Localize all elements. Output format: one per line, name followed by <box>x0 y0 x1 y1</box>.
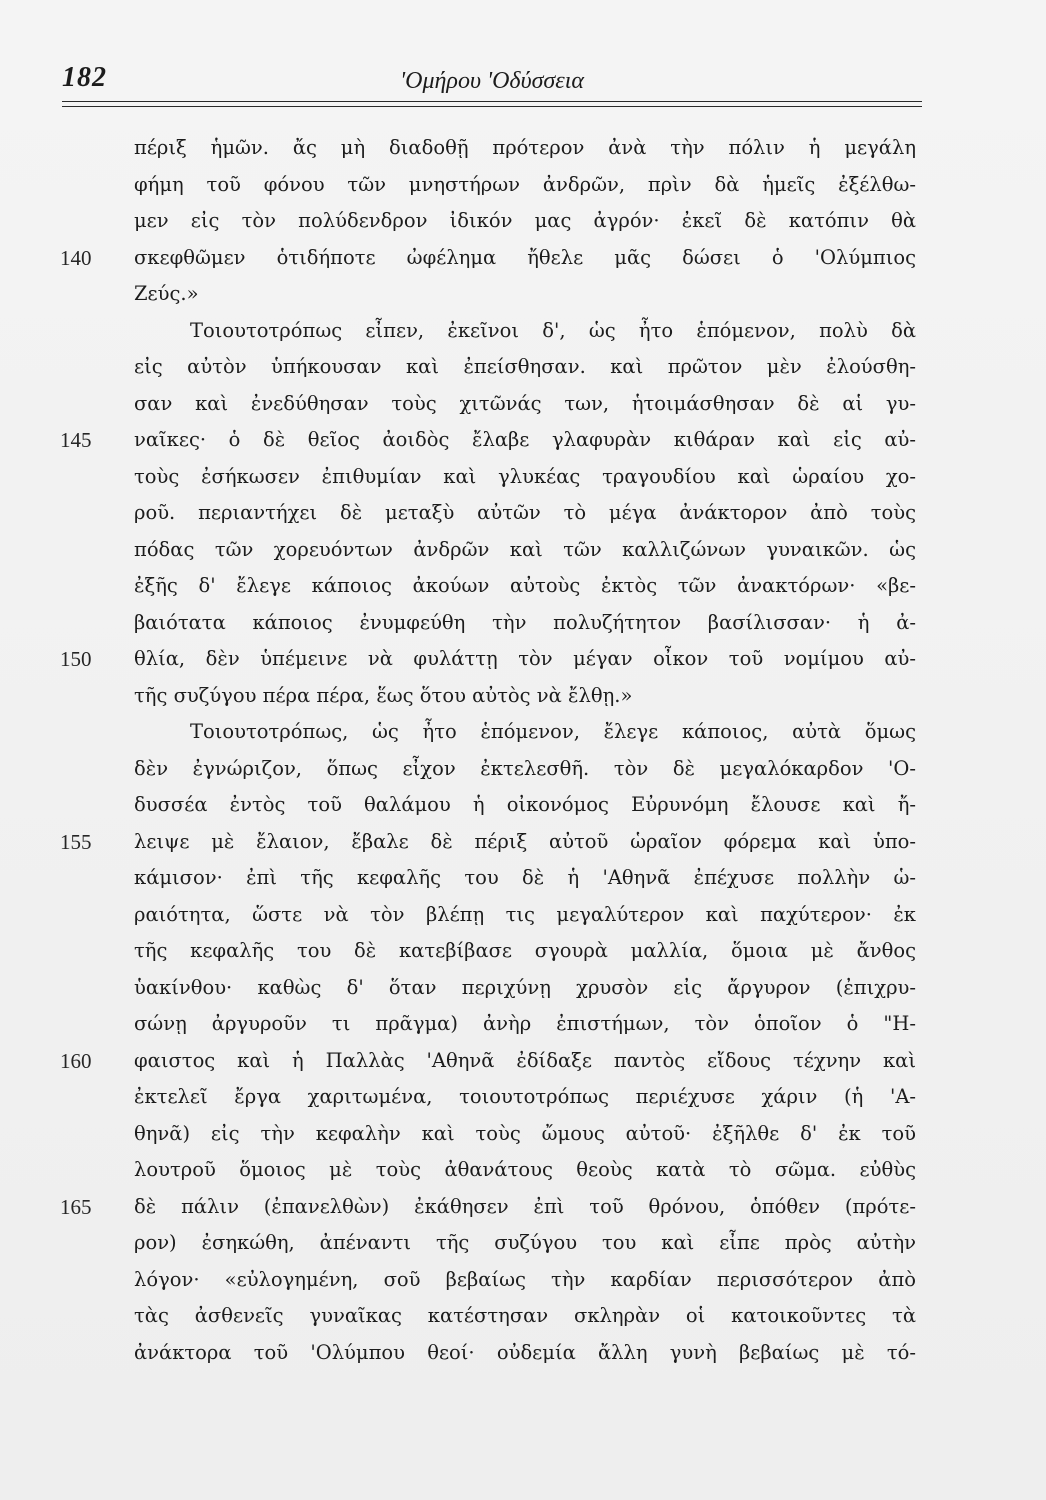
line-text: βαιότατα κάποιος ἐνυμφεύθη τὴν πολυζήτητον βασίλισσαν· ἡ ἀ- <box>134 610 916 634</box>
line-text: δὲ πάλιν (ἐπανελθὼν) ἐκάθησεν ἐπὶ τοῦ θρόνου, ὁπόθεν (πρότε- <box>134 1194 916 1218</box>
text-line <box>60 349 930 386</box>
text-line <box>60 1152 930 1189</box>
line-text: ραιότητα, ὥστε νὰ τὸν βλέπῃ τις μεγαλύτερον καὶ παχύτερον· ἐκ <box>134 902 916 926</box>
line-text: πόδας τῶν χορευόντων ἀνδρῶν καὶ τῶν καλλιζώνων γυναικῶν. ὡς <box>134 537 916 561</box>
line-text: φήμη τοῦ φόνου τῶν μνηστήρων ἀνδρῶν, πρὶν δὰ ἡμεῖς ἐξέλθω- <box>134 172 916 196</box>
line-text: Τοιουτοτρόπως εἶπεν, ἐκεῖνοι δ', ὡς ἦτο ἑπόμενον, πολὺ δὰ <box>190 318 916 342</box>
text-line <box>60 313 930 350</box>
line-text: εἰς αὐτὸν ὑπήκουσαν καὶ ἐπείσθησαν. καὶ πρῶτον μὲν ἐλούσθη- <box>134 355 916 378</box>
line-text: ἐκτελεῖ ἔργα χαριτωμένα, τοιουτοτρόπως περιέχυσε χάριν (ἡ 'Α- <box>134 1085 916 1108</box>
text-line <box>60 1006 930 1043</box>
text-line <box>60 422 930 459</box>
line-text: τὰς ἀσθενεῖς γυναῖκας κατέστησαν σκληρὰν οἱ κατοικοῦντες τὰ <box>134 1304 916 1327</box>
text-line <box>60 1335 930 1372</box>
verse-number: 145 <box>60 428 92 452</box>
line-text: μεν εἰς τὸν πολύδενδρον ἰδικόν μας ἀγρόν· ἐκεῖ δὲ κατόπιν θὰ <box>134 209 916 232</box>
text-line <box>60 970 930 1007</box>
text-line <box>60 678 930 715</box>
line-text: δὲν ἐγνώριζον, ὅπως εἶχον ἐκτελεσθῆ. τὸν δὲ μεγαλόκαρδον 'Ο- <box>134 756 916 780</box>
text-line <box>60 1189 930 1226</box>
text-line <box>60 386 930 423</box>
text-line <box>60 751 930 788</box>
line-text: λειψε μὲ ἔλαιον, ἔβαλε δὲ πέριξ αὐτοῦ ὡραῖον φόρεμα καὶ ὑπο- <box>134 829 916 853</box>
line-text: ὑακίνθου· καθὼς δ' ὅταν περιχύνῃ χρυσὸν εἰς ἄργυρον (ἐπιχρυ- <box>134 975 916 999</box>
line-text: φαιστος καὶ ἡ Παλλὰς 'Αθηνᾶ ἐδίδαξε παντὸς εἴδους τέχνην καὶ <box>134 1048 916 1072</box>
text-line <box>60 933 930 970</box>
text-line <box>60 1262 930 1299</box>
text-line <box>60 532 930 569</box>
line-text: πέριξ ἡμῶν. ἄς μὴ διαδοθῇ πρότερον ἀνὰ τὴν πόλιν ἡ μεγάλη <box>134 136 916 159</box>
running-title: 'Ομήρου 'Οδύσσεια <box>400 68 584 94</box>
line-text: θηνᾶ) εἰς τὴν κεφαλὴν καὶ τοὺς ὤμους αὐτοῦ· ἐξῆλθε δ' ἐκ τοῦ <box>134 1121 916 1145</box>
line-text: σαν καὶ ἐνεδύθησαν τοὺς χιτῶνάς των, ἡτοιμάσθησαν δὲ αἱ γυ- <box>134 391 916 415</box>
header-rule <box>62 101 922 102</box>
line-text: τῆς συζύγου πέρα πέρα, ἕως ὅτου αὐτὸς νὰ ἔλθῃ.» <box>134 683 633 707</box>
line-text: Ζεύς.» <box>134 282 199 305</box>
text-line <box>60 130 930 167</box>
line-text: δυσσέα ἐντὸς τοῦ θαλάμου ἡ οἰκονόμος Εὐρυνόμη ἔλουσε καὶ ἤ- <box>134 793 916 816</box>
line-text: τῆς κεφαλῆς του δὲ κατεβίβασε σγουρὰ μαλλία, ὅμοια μὲ ἄνθος <box>134 939 916 962</box>
text-line <box>60 1225 930 1262</box>
page-header <box>62 62 922 102</box>
text-line <box>60 1116 930 1153</box>
line-text: ρον) ἐσηκώθη, ἀπέναντι τῆς συζύγου του καὶ εἶπε πρὸς αὐτὴν <box>134 1231 916 1254</box>
verse-number: 140 <box>60 245 92 270</box>
text-line <box>60 860 930 897</box>
text-line <box>60 1043 930 1080</box>
text-line <box>60 240 930 277</box>
line-text: κάμισον· ἐπὶ τῆς κεφαλῆς του δὲ ἡ 'Αθηνᾶ ἐπέχυσε πολλὴν ὡ- <box>134 866 916 889</box>
line-text: Τοιουτοτρόπως, ὡς ἦτο ἑπόμενον, ἔλεγε κάποιος, αὐτὰ ὅμως <box>190 720 916 743</box>
text-line <box>60 495 930 532</box>
body-text <box>60 130 930 1371</box>
line-text: λουτροῦ ὅμοιος μὲ τοὺς ἀθανάτους θεοὺς κατὰ τὸ σῶμα. εὐθὺς <box>134 1158 916 1181</box>
line-text: ροῦ. περιαντήχει δὲ μεταξὺ αὐτῶν τὸ μέγα ἀνάκτορον ἀπὸ τοὺς <box>134 501 916 524</box>
line-text: ναῖκες· ὁ δὲ θεῖος ἀοιδὸς ἔλαβε γλαφυρὰν κιθάραν καὶ εἰς αὐ- <box>134 428 916 451</box>
page-number: 182 <box>62 62 107 93</box>
text-line <box>60 605 930 642</box>
line-text: ἐξῆς δ' ἔλεγε κάποιος ἀκούων αὐτοὺς ἐκτὸς τῶν ἀνακτόρων· «βε- <box>134 574 916 597</box>
text-line <box>60 276 930 313</box>
text-line <box>60 787 930 824</box>
text-line <box>60 714 930 751</box>
text-line <box>60 203 930 240</box>
line-text: σκεφθῶμεν ὁτιδήποτε ὠφέλημα ἤθελε μᾶς δώσει ὁ 'Ολύμπιος <box>134 245 916 269</box>
text-line <box>60 824 930 861</box>
line-text: ἀνάκτορα τοῦ 'Ολύμπου θεοί· οὐδεμία ἄλλη γυνὴ βεβαίως μὲ τό- <box>134 1340 916 1364</box>
line-text: σώνῃ ἀργυροῦν τι πρᾶγμα) ἀνὴρ ἐπιστήμων, τὸν ὁποῖον ὁ "Η- <box>134 1012 916 1035</box>
line-text: λόγον· «εὐλογημένη, σοῦ βεβαίως τὴν καρδίαν περισσότερον ἀπὸ <box>134 1267 916 1291</box>
text-line <box>60 167 930 204</box>
line-text: θλία, δὲν ὑπέμεινε νὰ φυλάττῃ τὸν μέγαν οἶκον τοῦ νομίμου αὐ- <box>134 647 916 670</box>
verse-number: 165 <box>60 1194 92 1219</box>
text-line <box>60 1298 930 1335</box>
text-line <box>60 1079 930 1116</box>
line-text: τοὺς ἐσήκωσεν ἐπιθυμίαν καὶ γλυκέας τραγουδίου καὶ ὡραίου χο- <box>134 464 916 488</box>
text-line <box>60 897 930 934</box>
text-line <box>60 641 930 678</box>
verse-number: 155 <box>60 829 92 854</box>
verse-number: 160 <box>60 1048 92 1073</box>
text-line <box>60 568 930 605</box>
header-rule-thin <box>62 106 922 107</box>
text-line <box>60 459 930 496</box>
verse-number: 150 <box>60 647 92 671</box>
